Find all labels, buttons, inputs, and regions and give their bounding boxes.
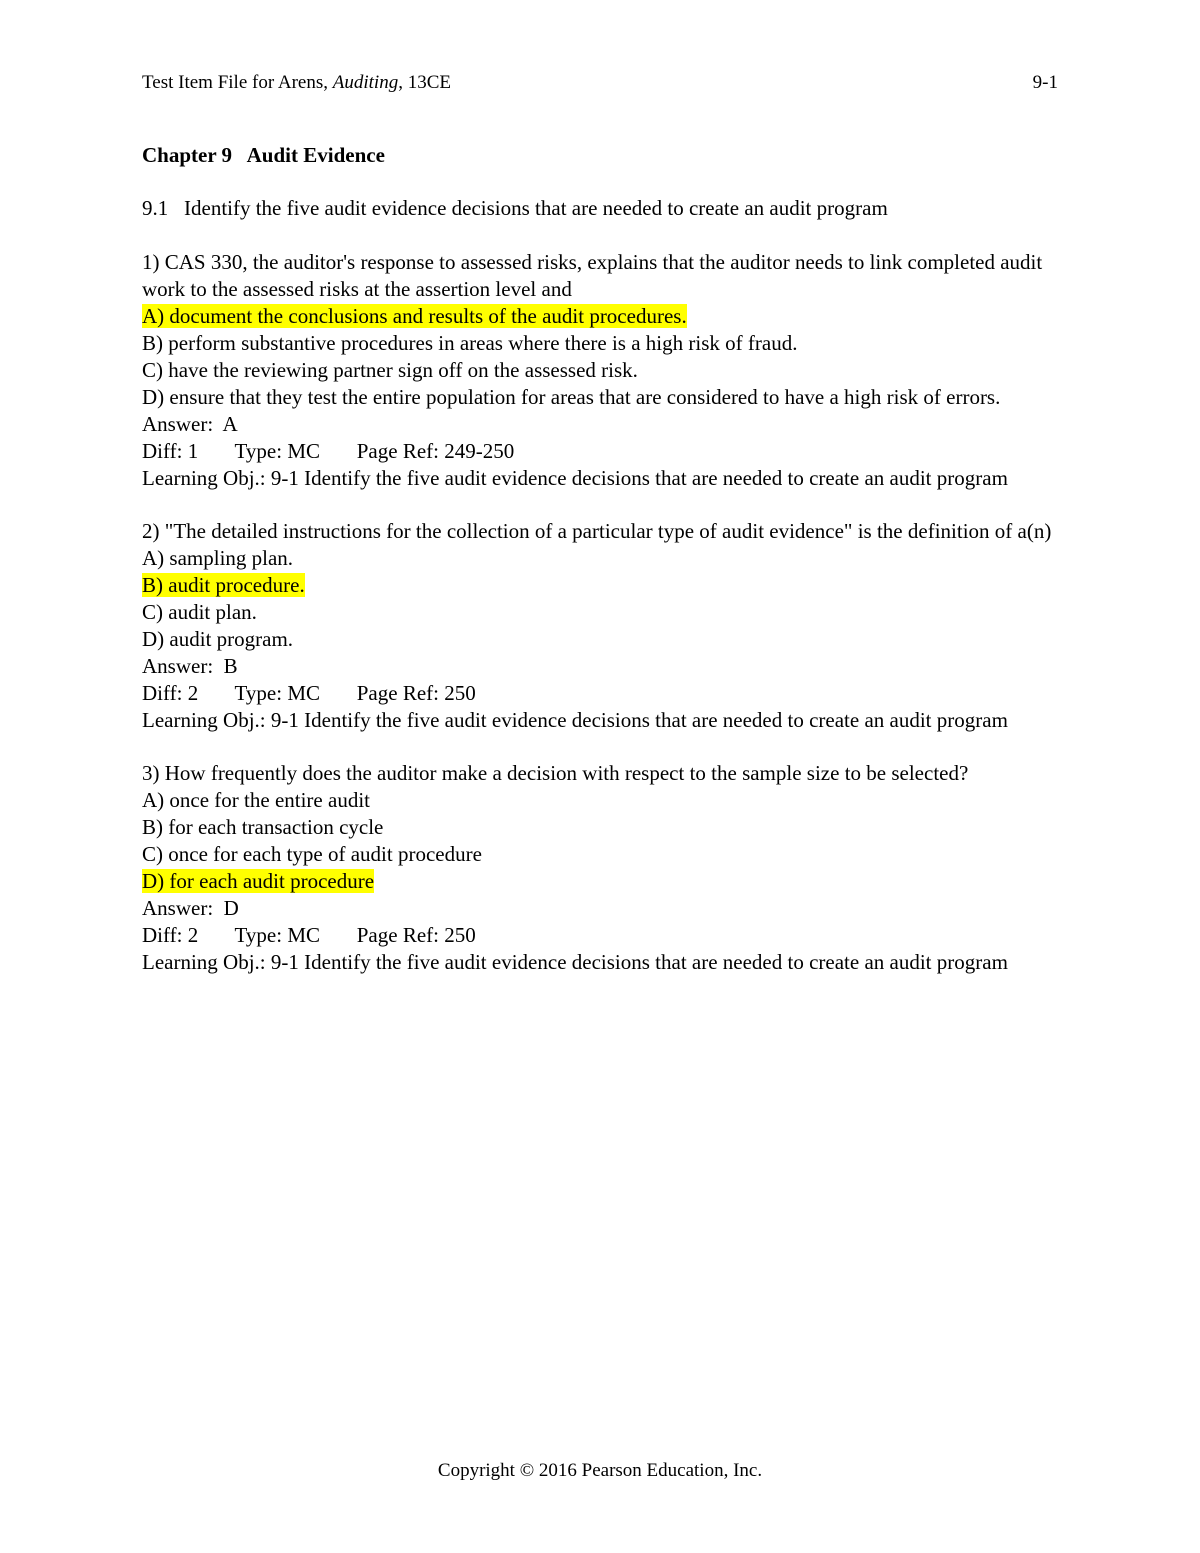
learning-objective: Learning Obj.: 9-1 Identify the five audit evidence decisions that are needed to create an audit program (142, 950, 1008, 974)
option-text: B) for each transaction cycle (142, 815, 384, 839)
answer-option (142, 787, 1058, 814)
question-stem: 1) CAS 330, the auditor's response to assessed risks, explains that the auditor needs to link completed audit work to the assessed risks at the assertion level and (142, 250, 1043, 301)
answer-line: Answer: D (142, 896, 239, 920)
question-item (142, 760, 1058, 976)
highlighted-correct-option: B) audit procedure. (142, 573, 305, 597)
option-text: D) audit program. (142, 627, 294, 651)
page-number: 9-1 (1032, 72, 1058, 93)
question-list (142, 249, 1058, 976)
learning-objective: Learning Obj.: 9-1 Identify the five audit evidence decisions that are needed to create an audit program (142, 708, 1008, 732)
highlighted-correct-option: A) document the conclusions and results of the audit procedures. (142, 304, 687, 328)
question-item (142, 518, 1058, 734)
answer-option (142, 814, 1058, 841)
difficulty-line: Diff: 2 Type: MC Page Ref: 250 (142, 681, 476, 705)
document-body (142, 142, 1058, 1002)
answer-option (142, 599, 1058, 626)
option-text: B) perform substantive procedures in areas where there is a high risk of fraud. (142, 331, 798, 355)
question-stem: 3) How frequently does the auditor make a decision with respect to the sample size to be selected? (142, 761, 969, 785)
option-text: C) once for each type of audit procedure (142, 842, 482, 866)
question-item (142, 249, 1058, 492)
answer-option (142, 626, 1058, 653)
highlighted-correct-option: D) for each audit procedure (142, 869, 375, 893)
chapter-title: Chapter 9 Audit Evidence (142, 143, 385, 167)
answer-option (142, 357, 1058, 384)
header-title-suffix: , 13CE (398, 72, 451, 93)
header-title-italic: Auditing (332, 72, 399, 93)
page-footer: Copyright © 2016 Pearson Education, Inc. (437, 1460, 763, 1481)
running-header-title (142, 72, 451, 94)
option-text: C) audit plan. (142, 600, 257, 624)
answer-line: Answer: A (142, 412, 238, 436)
answer-option (142, 330, 1058, 357)
answer-line: Answer: B (142, 654, 238, 678)
question-stem: 2) "The detailed instructions for the collection of a particular type of audit evidence" is the definition of a(n) (142, 519, 1052, 543)
answer-option (142, 303, 1058, 330)
option-text: A) sampling plan. (142, 546, 294, 570)
answer-option (142, 841, 1058, 868)
answer-option (142, 868, 1058, 895)
page-header (142, 72, 1058, 98)
difficulty-line: Diff: 1 Type: MC Page Ref: 249-250 (142, 439, 515, 463)
answer-option (142, 572, 1058, 599)
option-text: D) ensure that they test the entire population for areas that are considered to have a high risk of errors. (142, 385, 1001, 409)
answer-option (142, 545, 1058, 572)
difficulty-line: Diff: 2 Type: MC Page Ref: 250 (142, 923, 476, 947)
header-title-prefix: Test Item File for Arens, (142, 72, 333, 93)
learning-objective: Learning Obj.: 9-1 Identify the five audit evidence decisions that are needed to create an audit program (142, 466, 1008, 490)
section-title: 9.1 Identify the five audit evidence decisions that are needed to create an audit program (142, 196, 888, 220)
option-text: A) once for the entire audit (142, 788, 370, 812)
answer-option (142, 384, 1058, 411)
option-text: C) have the reviewing partner sign off on the assessed risk. (142, 358, 638, 382)
